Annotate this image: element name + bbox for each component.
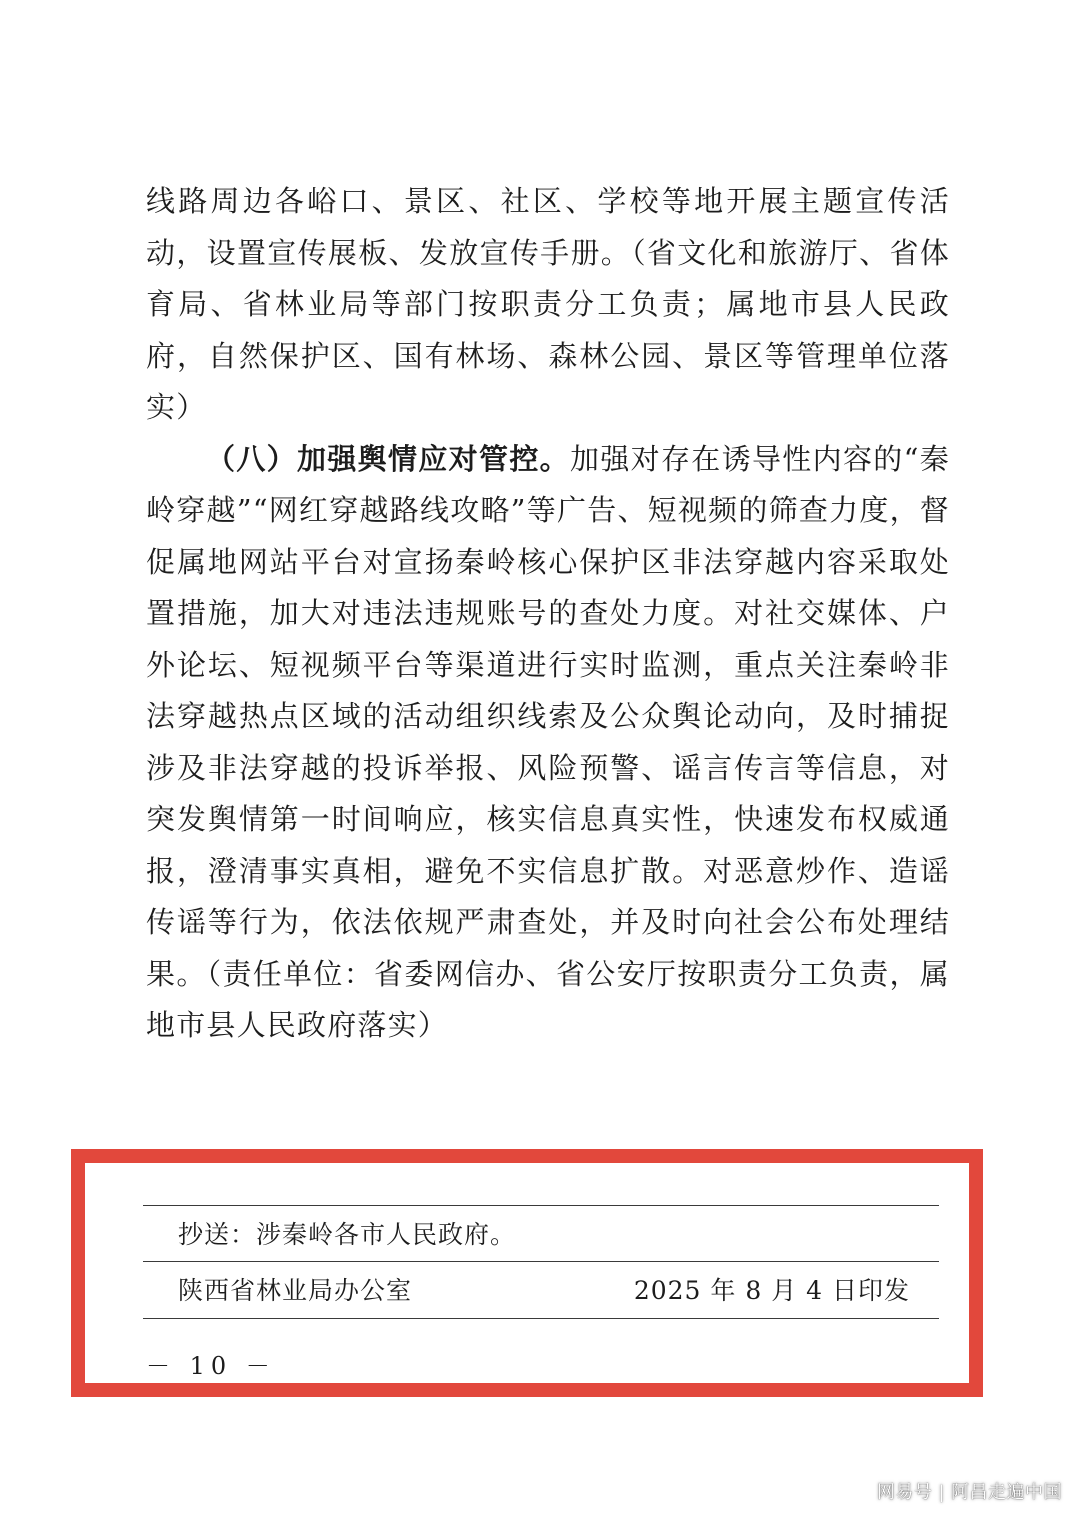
watermark-platform: 网易号 — [876, 1482, 933, 1503]
source-watermark — [877, 1478, 1062, 1504]
paragraph-publicity-continuation: 线路周边各峪口、景区、社区、学校等地开展主题宣传活动，设置宣传展板、发放宣传手册。（省文化和旅游厅、省体育局、省林业局等部门按职责分工负责；属地市县人民政府，自然保护区、国有林场、森林公园、景区等管理单位落实） — [146, 184, 950, 424]
cc-line: 抄送：涉秦岭各市人民政府。 — [178, 1220, 517, 1249]
watermark-separator: | — [938, 1482, 945, 1503]
issuer-name: 陕西省林业局办公室 — [178, 1276, 413, 1305]
footer-rule-middle — [143, 1261, 939, 1262]
watermark-account: 阿昌走遍中国 — [951, 1482, 1062, 1503]
section-8-heading: （八）加强舆情应对管控。 — [206, 441, 570, 476]
section-8-body: 加强对存在诱导性内容的“秦岭穿越”“网红穿越路线攻略”等广告、短视频的筛查力度，督促属地网站平台对宣扬秦岭核心保护区非法穿越内容采取处置措施，加大对违法违规账号的查处力度。对社交媒体、户外论坛、短视频平台等渠道进行实时监测，重点关注秦岭非法穿越热点区域的活动组织线索及公众舆论动向，及时捕捉涉及非法穿越的投诉举报、风险预警、谣言传言等信息，对突发舆情第一时间响应，核实信息真实性，快速发布权威通报，澄清事实真相，避免不实信息扩散。对恶意炒作、造谣传谣等行为，依法依规严肃查处，并及时向社会公布处理结果。（责任单位：省委网信办、省公安厅按职责分工负责，属地市县人民政府落实） — [146, 441, 950, 1042]
footer-rule-top — [143, 1205, 939, 1206]
issuer-line — [178, 1274, 910, 1308]
paragraph-section-8 — [146, 434, 950, 1052]
document-body — [146, 176, 950, 1052]
page-number: － 10 － — [146, 1352, 276, 1380]
footer-rule-bottom — [143, 1318, 939, 1319]
issue-date: 2025 年 8 月 4 日印发 — [633, 1276, 910, 1305]
